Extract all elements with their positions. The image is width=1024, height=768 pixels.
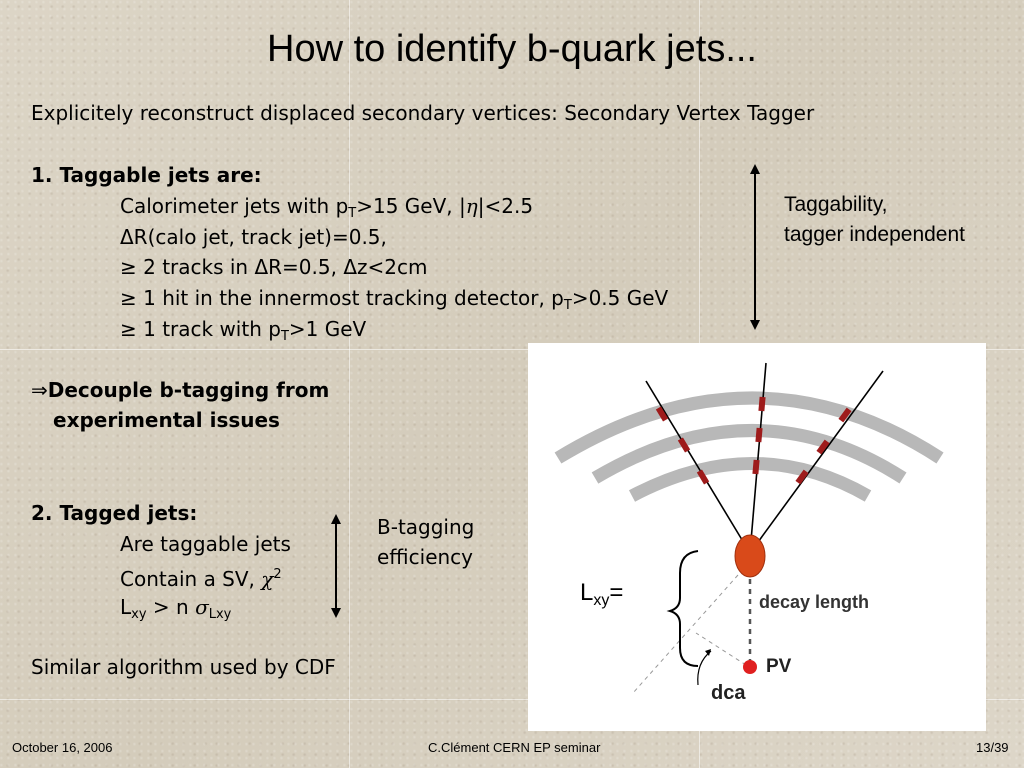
- footer-author-seminar: C.Clément CERN EP seminar: [428, 740, 601, 755]
- track-hit: [755, 428, 762, 442]
- vertex-diagram-figure: [528, 343, 986, 731]
- section-heading-tagged: 2. Tagged jets:: [31, 501, 198, 525]
- criterion-tracks: ≥ 2 tracks in ΔR=0.5, Δz<2cm: [120, 255, 428, 279]
- detector-layer-middle: [595, 431, 903, 479]
- lxy-label: $L_{xy}=$: [580, 579, 624, 609]
- taggability-note-line2: tagger independent: [784, 223, 965, 246]
- cdf-note: Similar algorithm used by CDF: [31, 655, 336, 679]
- lxy-brace: [670, 551, 698, 666]
- footer-page-number: 13/39: [976, 740, 1009, 755]
- taggability-note-line1: Taggability,: [784, 193, 888, 216]
- decouple-line1: ⇒Decouple b-tagging from: [31, 378, 330, 402]
- tagged-criterion-taggable: Are taggable jets: [120, 532, 291, 556]
- detector-layer-inner: [632, 464, 868, 497]
- criterion-track-pt: ≥ 1 track with $p_T>1$ GeV: [120, 317, 367, 344]
- tagged-criterion-lxy: $L_{xy} > n$ $\sigma_{Lxy}$: [120, 595, 232, 622]
- pv-label: PV: [766, 656, 792, 677]
- secondary-vertex: [735, 535, 765, 577]
- criterion-delta-r: ΔR(calo jet, track jet)=0.5,: [120, 225, 387, 249]
- decay-length-label: decay length: [759, 592, 870, 612]
- dca-arrow: [698, 651, 711, 685]
- track-hit: [752, 460, 759, 474]
- slide-title: How to identify b-quark jets...: [267, 28, 757, 70]
- criterion-innermost-hit: ≥ 1 hit in the innermost tracking detector, $p_T>0.5$ GeV: [120, 286, 669, 313]
- footer-date: October 16, 2006: [12, 740, 113, 755]
- criterion-calorimeter: Calorimeter jets with $p_T>15$ GeV, |η|<2.5: [120, 194, 534, 221]
- btagging-note-line2: efficiency: [377, 545, 474, 569]
- section-heading-taggable: 1. Taggable jets are:: [31, 163, 262, 187]
- decouple-line2: experimental issues: [53, 408, 280, 432]
- double-arrow-icon: [744, 164, 766, 330]
- primary-vertex: [743, 660, 757, 674]
- vertex-diagram: [528, 343, 986, 731]
- btagging-note-line1: B-tagging: [377, 515, 475, 539]
- track-hit: [758, 397, 765, 411]
- double-arrow-icon: [325, 514, 347, 618]
- dca-label: dca: [711, 682, 746, 704]
- intro-text: Explicitely reconstruct displaced secondary vertices: Secondary Vertex Tagger: [31, 101, 815, 125]
- tagged-criterion-sv: Contain a SV, $\chi^2$: [120, 567, 282, 591]
- extrapolated-track: [633, 575, 738, 693]
- implies-arrow-icon: ⇒: [31, 378, 48, 402]
